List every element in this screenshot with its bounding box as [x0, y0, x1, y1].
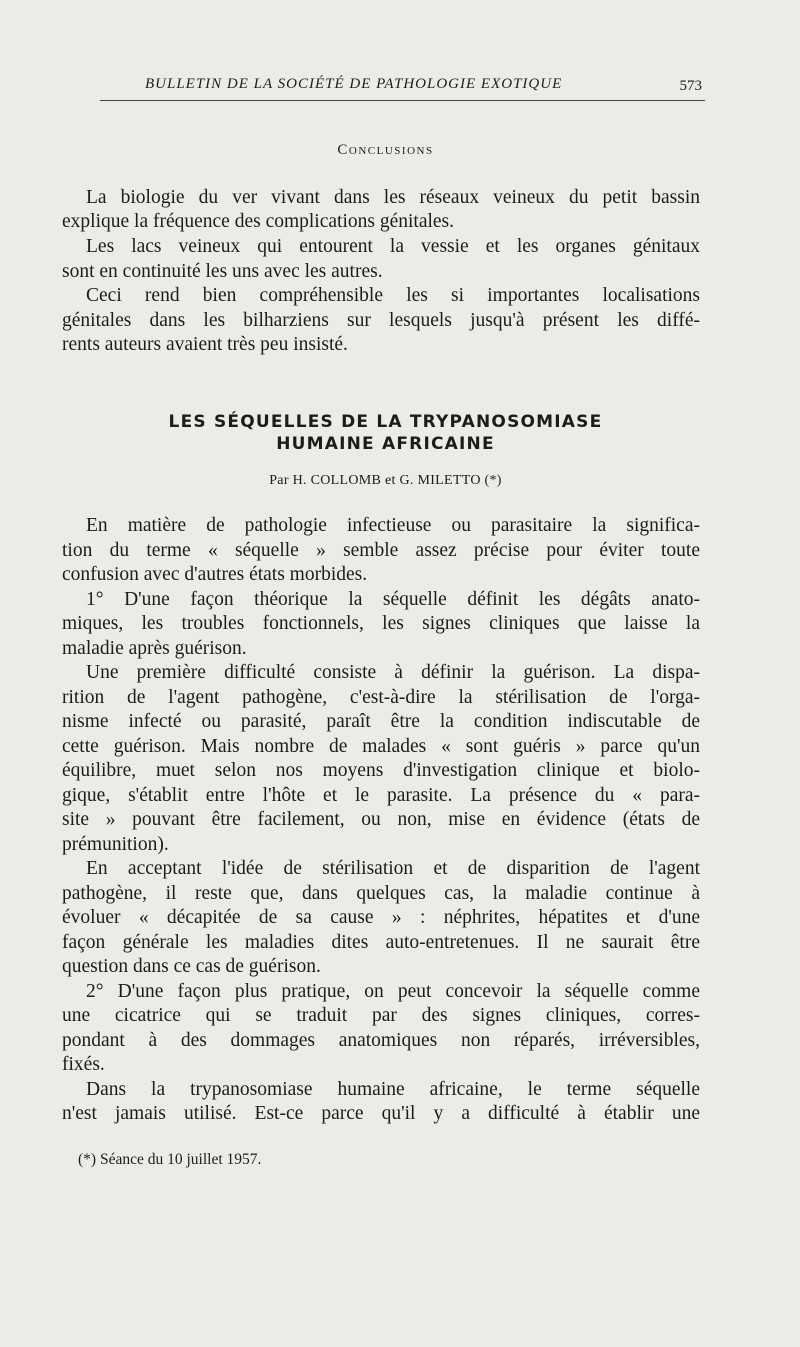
paragraph-line: gique, s'établit entre l'hôte et le parasite. La présence du « para- — [62, 785, 700, 806]
paragraph-line: rents auteurs avaient très peu insisté. — [62, 334, 348, 355]
article-title-line-2: HUMAINE AFRICAINE — [276, 434, 495, 454]
paragraph-line: En matière de pathologie infectieuse ou parasitaire la significa- — [86, 515, 700, 536]
paragraph-line: n'est jamais utilisé. Est-ce parce qu'il y a difficulté à établir une — [62, 1103, 700, 1124]
paragraph-line: sont en continuité les uns avec les autres. — [62, 261, 383, 282]
paragraph-line: une cicatrice qui se traduit par des signes cliniques, corres- — [62, 1005, 700, 1026]
conclusions-heading: Conclusions — [337, 142, 434, 158]
paragraph-line: cette guérison. Mais nombre de malades « sont guéris » parce qu'un — [62, 736, 700, 757]
article-title-line-1: LES SÉQUELLES DE LA TRYPANOSOMIASE — [168, 412, 603, 432]
paragraph-line: pathogène, il reste que, dans quelques cas, la maladie continue à — [62, 883, 700, 904]
paragraph-line: site » pouvant être facilement, ou non, mise en évidence (états de — [62, 809, 700, 830]
paragraph-line: confusion avec d'autres états morbides. — [62, 564, 368, 585]
paragraph-line: miques, les troubles fonctionnels, les signes cliniques que laisse la — [62, 613, 700, 634]
paragraph-line: explique la fréquence des complications génitales. — [62, 211, 455, 232]
paragraph-line: façon générale les maladies dites auto-entretenues. Il ne saurait être — [62, 932, 700, 953]
paragraph-line: Une première difficulté consiste à définir la guérison. La dispa- — [86, 662, 700, 683]
paragraph-line: nisme infecté ou parasité, paraît être la condition indiscutable de — [62, 711, 700, 732]
paragraph-line: pondant à des dommages anatomiques non réparés, irréversibles, — [62, 1030, 700, 1051]
paragraph-line: La biologie du ver vivant dans les réseaux veineux du petit bassin — [86, 187, 700, 208]
paragraph-line: fixés. — [62, 1054, 105, 1075]
footnote: (*) Séance du 10 juillet 1957. — [78, 1151, 262, 1168]
article-byline: Par H. COLLOMB et G. MILETTO (*) — [269, 473, 502, 488]
page-header — [100, 74, 705, 101]
paragraph-line: génitales dans les bilharziens sur lesquels jusqu'à présent les diffé- — [62, 310, 700, 331]
paragraph-line: Les lacs veineux qui entourent la vessie et les organes génitaux — [86, 236, 700, 257]
paragraph-line: Ceci rend bien compréhensible les si importantes localisations — [86, 285, 700, 306]
paragraph-line: En acceptant l'idée de stérilisation et de disparition de l'agent — [86, 858, 700, 879]
paragraph-line: question dans ce cas de guérison. — [62, 956, 321, 977]
running-head: BULLETIN DE LA SOCIÉTÉ DE PATHOLOGIE EXOTIQUE — [145, 76, 563, 92]
paragraph-line: évoluer « décapitée de sa cause » : néphrites, hépatites et d'une — [62, 907, 700, 928]
paragraph-line: équilibre, muet selon nos moyens d'investigation clinique et biolo- — [62, 760, 700, 781]
paragraph-line: Dans la trypanosomiase humaine africaine, le terme séquelle — [86, 1079, 700, 1100]
page-number: 573 — [679, 78, 702, 94]
paragraph-line: prémunition). — [62, 834, 169, 855]
paragraph-line: tion du terme « séquelle » semble assez précise pour éviter toute — [62, 540, 700, 561]
paragraph-line: 2° D'une façon plus pratique, on peut concevoir la séquelle comme — [86, 981, 700, 1002]
paragraph-line: maladie après guérison. — [62, 638, 247, 659]
paragraph-line: 1° D'une façon théorique la séquelle définit les dégâts anato- — [86, 589, 700, 610]
paragraph-line: rition de l'agent pathogène, c'est-à-dire la stérilisation de l'orga- — [62, 687, 700, 708]
